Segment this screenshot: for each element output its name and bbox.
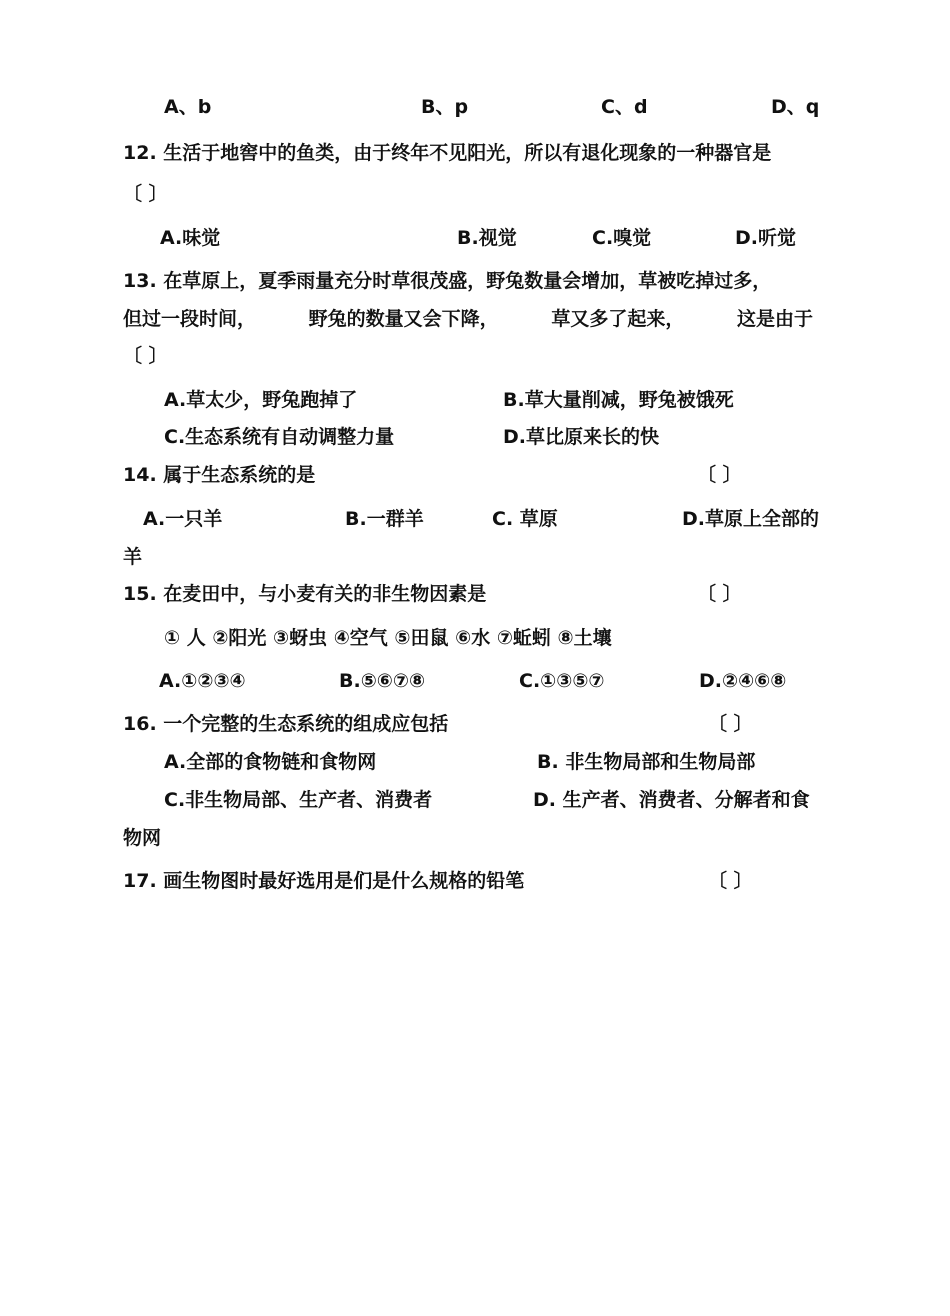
q11-option-c: C、d bbox=[601, 96, 648, 118]
q16-answer-bracket: 〔 〕 bbox=[708, 713, 753, 735]
q12-option-b: B.视觉 bbox=[457, 227, 517, 249]
q14-option-a: A.一只羊 bbox=[143, 508, 223, 530]
q13-answer-bracket: 〔 〕 bbox=[123, 345, 168, 367]
q13-stem-part-4: 这是由于 bbox=[736, 308, 813, 330]
q16-option-a: A.全部的食物链和食物网 bbox=[164, 751, 377, 773]
q14-option-c: C. 草原 bbox=[492, 508, 558, 530]
q13-option-d: D.草比原来长的快 bbox=[503, 426, 659, 448]
q16-option-b: B. 非生物局部和生物局部 bbox=[537, 751, 756, 773]
q16-option-d-wrap: 物网 bbox=[123, 827, 162, 849]
q16-option-c: C.非生物局部、生产者、消费者 bbox=[164, 789, 433, 811]
q12-answer-bracket: 〔 〕 bbox=[123, 183, 168, 205]
q11-option-b: B、p bbox=[421, 96, 469, 118]
q13-stem-part-2: 野兔的数量又会下降， bbox=[308, 308, 499, 330]
q11-option-d: D、q bbox=[771, 96, 820, 118]
q13-stem-part-3: 草又多了起来， bbox=[551, 308, 685, 330]
q15-option-a: A.①②③④ bbox=[159, 670, 246, 692]
q15-item-list: ① 人 ②阳光 ③蚜虫 ④空气 ⑤田鼠 ⑥水 ⑦蚯蚓 ⑧土壤 bbox=[164, 627, 612, 649]
q13-stem-line-1: 13. 在草原上，夏季雨量充分时草很茂盛，野兔数量会增加，草被吃掉过多， bbox=[123, 270, 772, 292]
q12-option-d: D.听觉 bbox=[735, 227, 796, 249]
q13-option-a: A.草太少，野兔跑掉了 bbox=[164, 389, 358, 411]
q13-option-c: C.生态系统有自动调整力量 bbox=[164, 426, 395, 448]
q14-stem: 14. 属于生态系统的是 bbox=[123, 464, 316, 486]
q13-stem-part-1: 但过一段时间， bbox=[123, 308, 257, 330]
q16-option-d: D. 生产者、消费者、分解者和食 bbox=[533, 789, 810, 811]
q17-stem: 17. 画生物图时最好选用是们是什么规格的铅笔 bbox=[123, 870, 525, 892]
q14-option-d-wrap: 羊 bbox=[123, 546, 143, 568]
q15-option-b: B.⑤⑥⑦⑧ bbox=[339, 670, 426, 692]
q15-option-d: D.②④⑥⑧ bbox=[699, 670, 787, 692]
q11-option-a: A、b bbox=[164, 96, 212, 118]
q15-stem: 15. 在麦田中，与小麦有关的非生物因素是 bbox=[123, 583, 487, 605]
q17-answer-bracket: 〔 〕 bbox=[708, 870, 753, 892]
q16-stem: 16. 一个完整的生态系统的组成应包括 bbox=[123, 713, 449, 735]
q13-option-b: B.草大量削减，野兔被饿死 bbox=[503, 389, 734, 411]
q14-option-d: D.草原上全部的 bbox=[682, 508, 819, 530]
q14-option-b: B.一群羊 bbox=[345, 508, 424, 530]
q14-answer-bracket: 〔 〕 bbox=[697, 464, 742, 486]
q15-answer-bracket: 〔 〕 bbox=[697, 583, 742, 605]
q12-option-c: C.嗅觉 bbox=[592, 227, 652, 249]
q15-option-c: C.①③⑤⑦ bbox=[519, 670, 605, 692]
q12-option-a: A.味觉 bbox=[160, 227, 221, 249]
q13-stem-line-2 bbox=[123, 307, 813, 331]
q12-stem: 12. 生活于地窖中的鱼类，由于终年不见阳光，所以有退化现象的一种器官是 bbox=[123, 142, 772, 164]
